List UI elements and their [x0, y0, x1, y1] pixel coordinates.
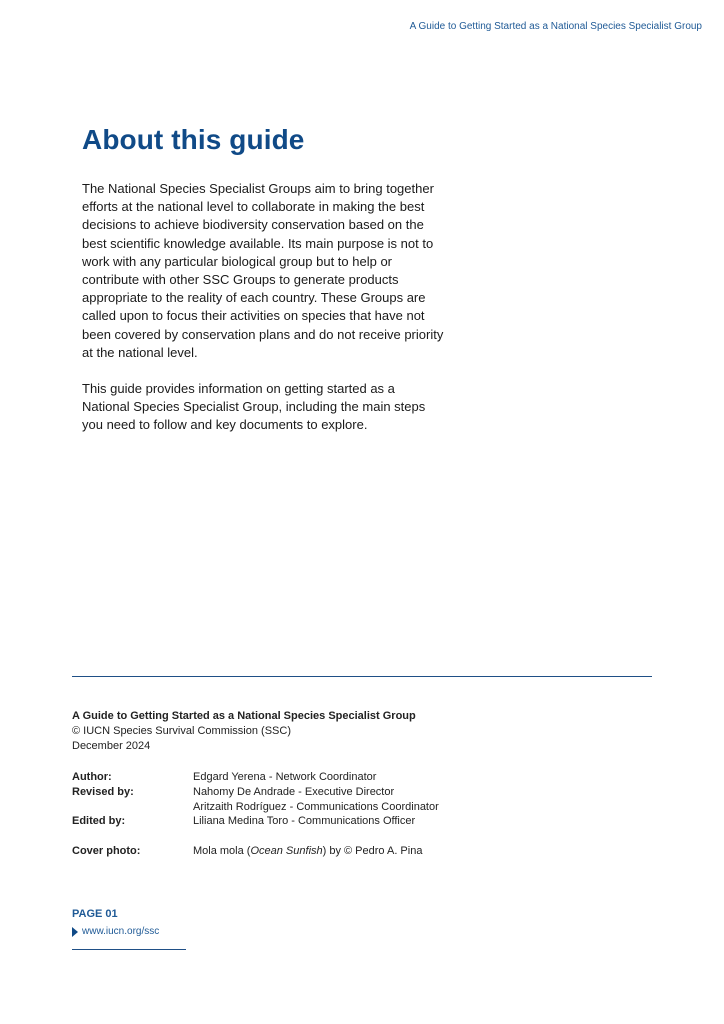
website-link-text: www.iucn.org/ssc	[82, 926, 160, 937]
credit-value	[193, 844, 439, 859]
body-paragraph: The National Species Specialist Groups aim to bring together efforts at the national level to collaborate in making the best decisions to achieve biodiversity conservation based on the best scientific knowledge available. Its main purpose is not to work with any particular biological group but to help or contribute with other SSC Groups to generate products appropriate to the reality of each country. These Groups are called upon to focus their activities on species that have not been covered by conservation plans and do not receive priority at the national level.	[82, 181, 444, 360]
credit-row-revised-2	[72, 800, 439, 815]
website-link[interactable]	[72, 926, 159, 937]
colophon	[72, 709, 416, 753]
credit-label: Revised by:	[72, 785, 134, 798]
cover-common-name: Ocean Sunfish	[250, 844, 323, 857]
running-header: A Guide to Getting Started as a National Species Specialist Group	[409, 21, 702, 32]
credit-row-author	[72, 770, 439, 785]
page-number: PAGE 01	[72, 908, 118, 920]
credit-value: Aritzaith Rodríguez - Communications Coordinator	[193, 800, 439, 813]
credit-label-empty	[72, 800, 193, 815]
credit-label: Edited by:	[72, 815, 126, 828]
colophon-copyright: © IUCN Species Survival Commission (SSC)	[72, 724, 291, 737]
body-text	[82, 180, 444, 453]
credit-row-cover	[72, 844, 439, 859]
credit-row-edited	[72, 814, 439, 829]
cover-suffix: ) by © Pedro A. Pina	[322, 844, 423, 857]
credit-value: Edgard Yerena - Network Coordinator	[193, 771, 377, 783]
credit-value: Liliana Medina Toro - Communications Officer	[193, 815, 416, 828]
colophon-guide-title: A Guide to Getting Started as a National Species Specialist Group	[72, 710, 416, 722]
credit-row-revised	[72, 785, 439, 800]
section-divider	[72, 676, 652, 677]
page-title: About this guide	[82, 124, 305, 155]
colophon-date: December 2024	[72, 739, 151, 752]
credit-value: Nahomy De Andrade - Executive Director	[193, 785, 395, 798]
credit-label: Cover photo:	[72, 844, 141, 857]
body-paragraph: This guide provides information on getting started as a National Species Specialist Group, including the main steps you need to follow and key documents to explore.	[82, 381, 426, 433]
cover-prefix: Mola mola (	[193, 844, 251, 857]
link-underline	[72, 949, 186, 950]
arrow-right-icon	[72, 927, 78, 937]
credit-label: Author:	[72, 771, 112, 783]
credits	[72, 770, 439, 859]
